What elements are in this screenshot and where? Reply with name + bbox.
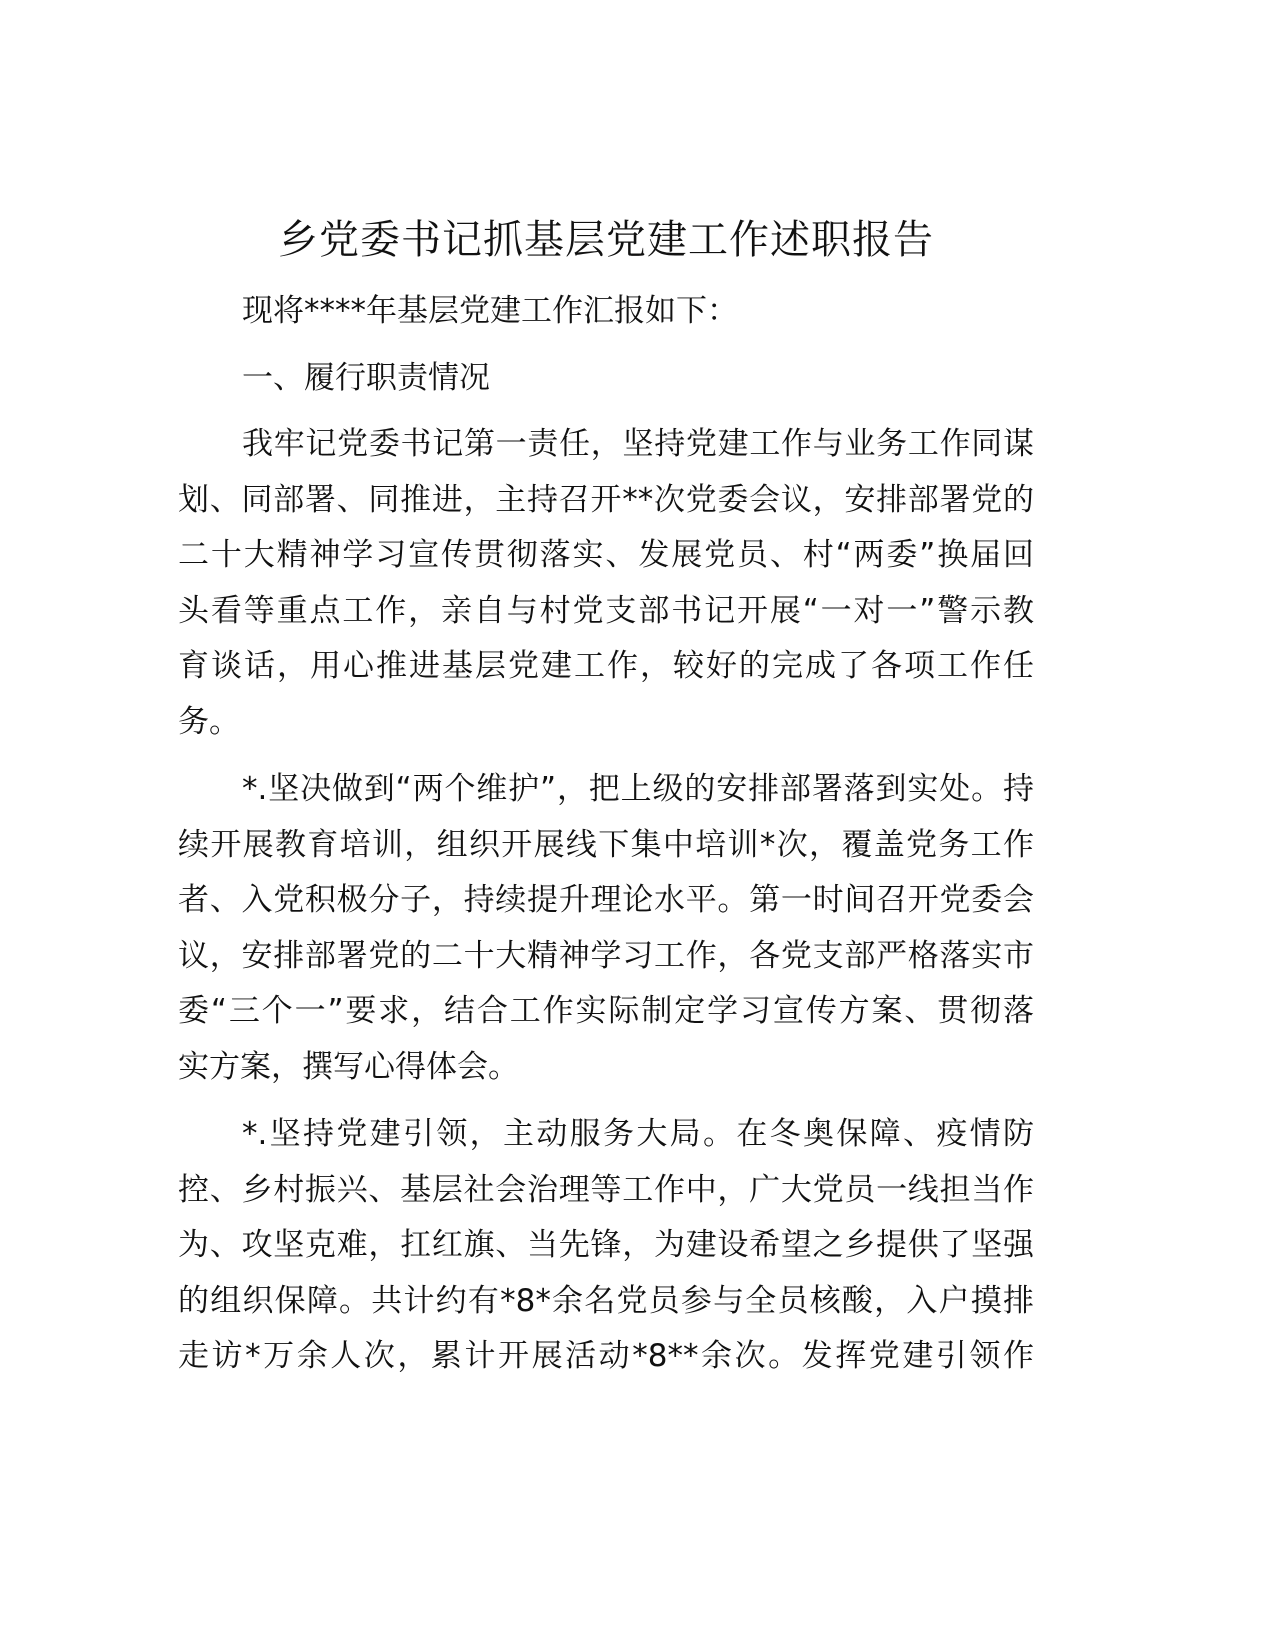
text-line: 二十大精神学习宣传贯彻落实、发展党员、村“两委”换届回 (178, 537, 1034, 573)
text-line: 育谈话，用心推进基层党建工作，较好的完成了各项工作任 (178, 648, 1034, 684)
text-line: 的组织保障。共计约有*8*余名党员参与全员核酸，入户摸排 (178, 1282, 1034, 1319)
paragraph-3 (178, 1107, 1034, 1385)
text-line: 委“三个一”要求，结合工作实际制定学习宣传方案、贯彻落 (178, 993, 1034, 1029)
text-line: 为、攻坚克难，扛红旗、当先锋，为建设希望之乡提供了坚强 (178, 1227, 1034, 1263)
text-line: 控、乡村振兴、基层社会治理等工作中，广大党员一线担当作 (178, 1171, 1034, 1208)
text-line: 我牢记党委书记第一责任，坚持党建工作与业务工作同谋 (242, 426, 1034, 462)
text-line: 务。 (178, 703, 240, 740)
document-title: 乡党委书记抓基层党建工作述职报告 (278, 217, 934, 263)
text-line: 头看等重点工作，亲自与村党支部书记开展“一对一”警示教 (178, 592, 1034, 629)
intro-block (178, 284, 1034, 406)
paragraph-2 (178, 762, 1034, 1095)
text-line: *.坚持党建引领，主动服务大局。在冬奥保障、疫情防 (242, 1116, 1034, 1152)
text-line: 实方案，撰写心得体会。 (178, 1048, 519, 1085)
text-line: 议，安排部署党的二十大精神学习工作，各党支部严格落实市 (178, 937, 1034, 974)
text-line: 者、入党积极分子，持续提升理论水平。第一时间召开党委会 (178, 882, 1034, 918)
text-line: 续开展教育培训，组织开展线下集中培训*次，覆盖党务工作 (178, 826, 1034, 863)
body-text (178, 417, 1034, 1397)
paragraph-1 (178, 417, 1034, 750)
text-line: 划、同部署、同推进，主持召开**次党委会议，安排部署党的 (178, 481, 1034, 518)
intro-line: 现将****年基层党建工作汇报如下： (242, 293, 738, 329)
section-heading: 一、履行职责情况 (242, 359, 490, 396)
text-line: 走访*万余人次，累计开展活动*8**余次。发挥党建引领作 (178, 1338, 1034, 1374)
text-line: *.坚决做到“两个维护”，把上级的安排部署落到实处。持 (242, 771, 1034, 807)
